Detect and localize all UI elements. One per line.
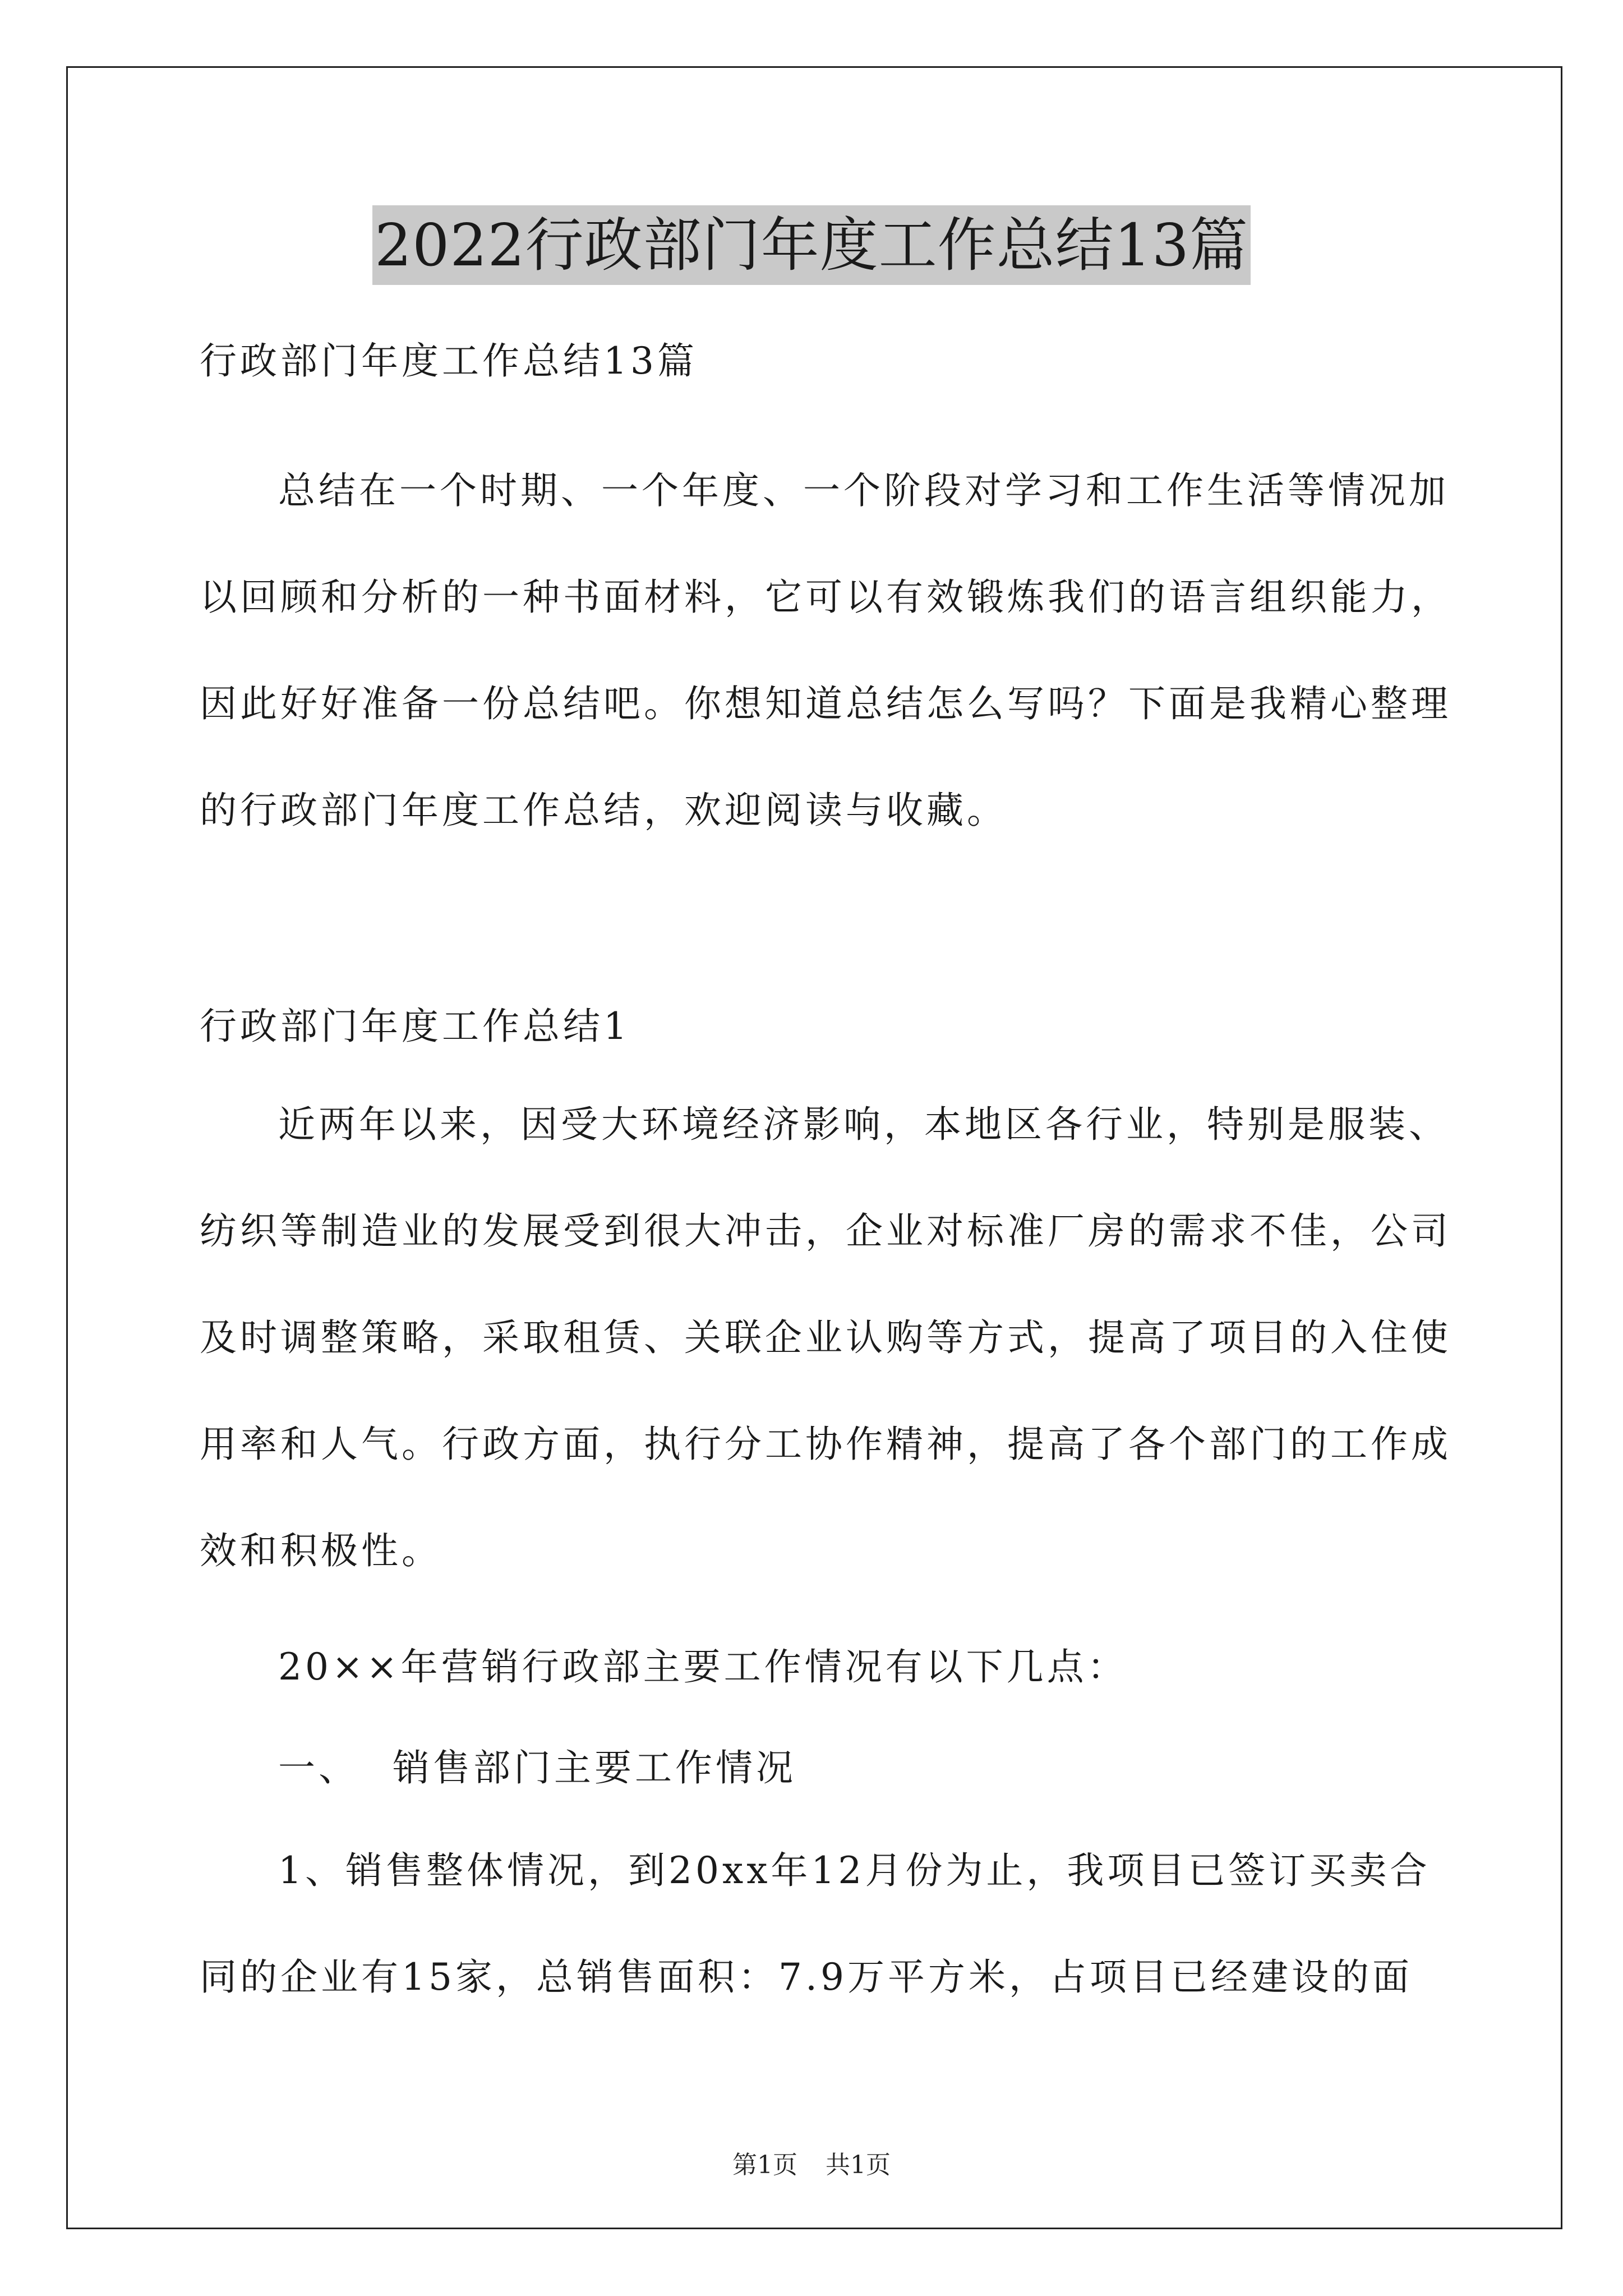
section1-paragraph-1: 近两年以来，因受大环境经济影响，本地区各行业，特别是服装、纺织等制造业的发展受到很大冲击，企业对标准厂房的需求不佳，公司及时调整策略，采取租赁、关联企业认购等方式，提高了项目的入住使用率和人气。行政方面，执行分工协作精神，提高了各个部门的工作成效和积极性。	[200, 1103, 1451, 1572]
section1-paragraph-3: 1、销售整体情况，到20xx年12月份为止，我项目已签订买卖合同的企业有15家，总销售面积：7.9万平方米，占项目已经建设的面	[200, 1849, 1431, 1999]
document-subtitle: 行政部门年度工作总结13篇	[200, 339, 698, 383]
intro-paragraph: 总结在一个时期、一个年度、一个阶段对学习和工作生活等情况加以回顾和分析的一种书面材料，它可以有效锻炼我们的语言组织能力，因此好好准备一份总结吧。你想知道总结怎么写吗？下面是我精心整理的行政部门年度工作总结，欢迎阅读与收藏。	[200, 469, 1451, 832]
page-total: 共1页	[826, 2151, 891, 2179]
section1-paragraph-2: 20××年营销行政部主要工作情况有以下几点：	[278, 1645, 1128, 1688]
list-marker: 一、	[278, 1746, 359, 1789]
list-item-label: 销售部门主要工作情况	[393, 1746, 796, 1789]
page-footer	[0, 2148, 1623, 2182]
page-number: 第1页	[732, 2151, 797, 2179]
section-heading-1: 行政部门年度工作总结1	[200, 1005, 630, 1048]
document-title: 2022行政部门年度工作总结13篇	[372, 205, 1251, 285]
title-wrap	[0, 205, 1623, 285]
list-item-1	[278, 1746, 796, 1791]
